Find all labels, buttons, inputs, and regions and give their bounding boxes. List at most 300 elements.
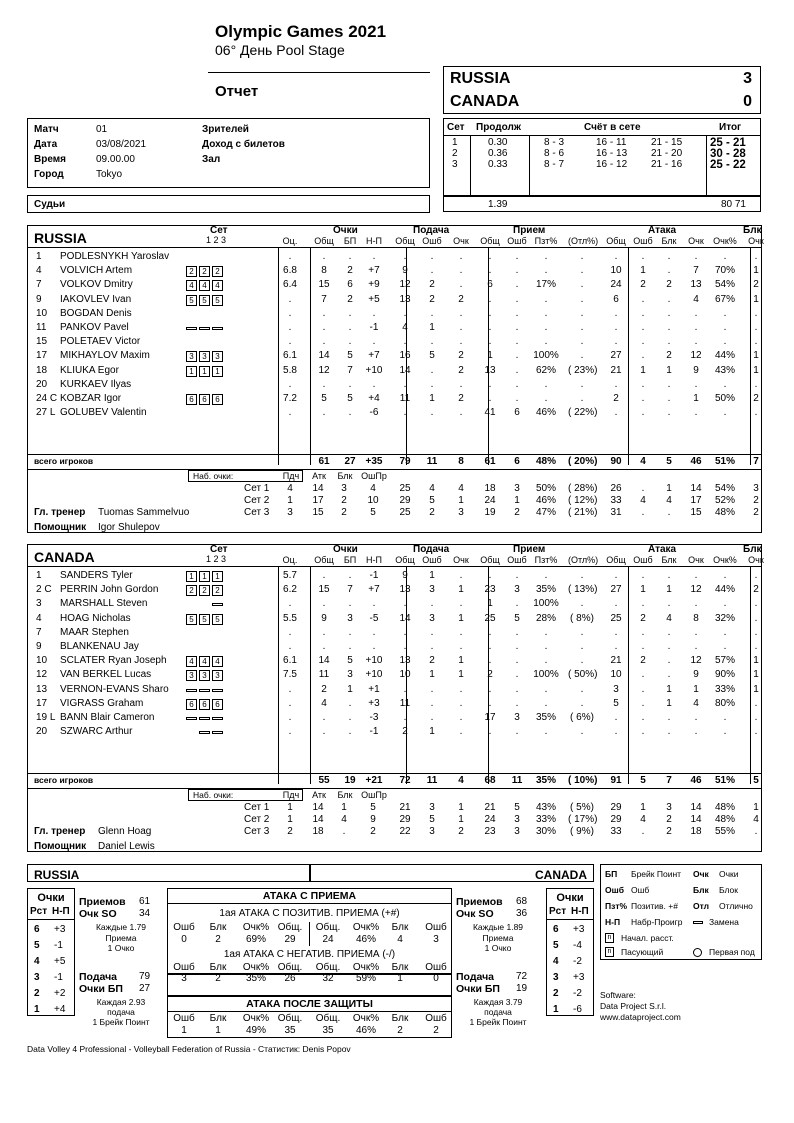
stat-cell: . xyxy=(459,598,463,610)
score-box xyxy=(443,66,761,114)
player-number: 1 xyxy=(36,251,42,262)
stat-cell: . xyxy=(515,641,519,652)
attack-stat-cell: 2 xyxy=(215,973,221,984)
stat-cell: . xyxy=(544,307,548,319)
stat-cell: . xyxy=(544,570,548,581)
attack-stat-cell: Очк% xyxy=(242,1013,270,1024)
legend xyxy=(600,864,762,960)
header-divider xyxy=(28,566,761,567)
stat-cell: . xyxy=(515,726,519,738)
stat-cell: 1 xyxy=(429,669,435,681)
stat-cell: 2 xyxy=(458,350,464,362)
set-col-header: Сет xyxy=(210,225,228,236)
breakpoints-label: Очки БП xyxy=(79,983,123,995)
stat-cell: . xyxy=(430,641,434,652)
player-set-rotations xyxy=(186,295,223,306)
stat-cell: . xyxy=(614,378,618,390)
set-row-label: Сет 1 xyxy=(244,483,270,494)
set-scores-table xyxy=(443,118,761,196)
receive-ratio-result: 1 Очко xyxy=(107,943,135,953)
attack-stat-cell: Ошб xyxy=(173,922,195,933)
stat-cell: 6.1 xyxy=(283,655,297,667)
stat-cell: . xyxy=(322,378,326,390)
player-number: 20 xyxy=(36,726,48,738)
player-name: POLETAEV Victor xyxy=(60,336,141,348)
rotation-value: +5 xyxy=(54,956,66,967)
stat-cell: . xyxy=(515,364,519,376)
set-stat-cell: ( 28%) xyxy=(568,483,598,494)
stat-cell: . xyxy=(641,393,645,404)
stat-cell: . xyxy=(544,378,548,390)
stat-cell: 1 xyxy=(753,293,759,305)
serve-label: Подача xyxy=(79,971,118,983)
stat-cell: . xyxy=(667,251,671,262)
stat-cell: . xyxy=(459,570,463,581)
stat-cell: 7.2 xyxy=(283,393,297,404)
set-stat-cell: 9 xyxy=(370,814,376,825)
page-title: Olympic Games 2021 xyxy=(215,22,387,41)
stat-cell: . xyxy=(723,251,727,262)
set-stat-cell: 46% xyxy=(535,495,556,506)
team-total-cell: 61 xyxy=(318,456,330,467)
rotation-number: 3 xyxy=(34,972,40,983)
stat-cell: . xyxy=(459,251,463,262)
stat-cell: . xyxy=(723,570,727,581)
col-header-err: Ошб xyxy=(633,236,653,246)
match-label: Матч xyxy=(34,124,59,135)
summary-team2: CANADA xyxy=(310,864,594,882)
attack-positive-title: 1ая АТАКА С ПОЗИТИВ. ПРИЕМА (+#) xyxy=(219,908,400,919)
player-name: KLIUKA Egor xyxy=(60,364,119,376)
team-total-cell: 46 xyxy=(690,775,702,786)
block-header: Блк xyxy=(743,544,762,555)
receive-ratio-result: 1 Очко xyxy=(484,943,512,953)
set-stat-cell: ( 21%) xyxy=(568,507,598,518)
stat-cell: . xyxy=(348,712,352,723)
attack-stat-cell: Ошб xyxy=(425,1013,447,1024)
set-stat-cell: 29 xyxy=(399,814,411,825)
rotation-box: 2 xyxy=(199,585,210,596)
rotation-box: 2 xyxy=(186,585,197,596)
stat-cell: . xyxy=(754,336,758,348)
stat-cell: 3 xyxy=(613,683,619,695)
stat-cell: . xyxy=(723,336,727,348)
stat-cell: 2 xyxy=(753,279,759,291)
rotation-box xyxy=(186,689,197,692)
set-stat-cell: 43% xyxy=(535,802,556,813)
stat-cell: 1 xyxy=(693,393,699,404)
set-duration: 0.33 xyxy=(488,159,508,170)
serve-ratio-unit: подача xyxy=(484,1007,512,1017)
attack-stat-cell: 46% xyxy=(355,934,376,945)
set-number: 3 xyxy=(452,159,458,170)
rotation-box xyxy=(212,731,223,734)
set-stat-cell: 3 xyxy=(514,826,520,837)
team-total-cell: +35 xyxy=(365,456,383,467)
team1-name: RUSSIA xyxy=(450,70,511,87)
set-stat-cell: 2 xyxy=(429,507,435,518)
team2-name: CANADA xyxy=(450,93,520,110)
attack-stat-cell: 46% xyxy=(355,1025,376,1036)
set-stat-cell: 1 xyxy=(287,802,293,813)
serve-ratio-unit: подача xyxy=(107,1007,135,1017)
serve-ratio-result: 1 Брейк Поинт xyxy=(92,1017,150,1027)
set-stat-cell: 24 xyxy=(484,814,496,825)
stat-cell: . xyxy=(322,598,326,610)
set-final: 25 - 21 xyxy=(710,137,746,149)
stat-cell: . xyxy=(372,598,376,610)
stat-cell: . xyxy=(667,626,671,638)
team-total-cell: 6 xyxy=(514,456,520,467)
attack-stat-cell: Общ. xyxy=(315,922,341,933)
player-number: 18 xyxy=(36,364,48,376)
attack-stat-cell: 2 xyxy=(215,934,221,945)
col-header-err: Ошб xyxy=(422,555,442,565)
stat-cell: +7 xyxy=(368,265,380,277)
col-header-pct: Очк% xyxy=(713,555,737,565)
rotation-value: -4 xyxy=(573,940,582,951)
rotation-number: 3 xyxy=(553,972,559,983)
stat-cell: . xyxy=(667,336,671,348)
rotation-value: -1 xyxy=(54,940,63,951)
total-col-header: Итог xyxy=(719,122,742,133)
player-number: 10 xyxy=(36,655,48,667)
stat-cell: . xyxy=(488,378,492,390)
rotation-box: 3 xyxy=(212,351,223,362)
rotation-number: 1 xyxy=(34,1004,40,1015)
stat-cell: . xyxy=(614,641,618,652)
stat-cell: . xyxy=(515,378,519,390)
stat-cell: ( 50%) xyxy=(568,669,598,681)
stat-cell: 10 xyxy=(399,669,411,681)
team-total-cell: 68 xyxy=(484,775,496,786)
divider xyxy=(706,135,707,196)
stat-cell: 13 xyxy=(484,364,496,376)
stat-cell: . xyxy=(403,407,407,419)
stat-cell: 12 xyxy=(690,350,702,362)
stat-cell: . xyxy=(694,407,698,419)
player-set-rotations xyxy=(186,394,223,405)
stat-cell: . xyxy=(754,407,758,419)
stat-cell: . xyxy=(288,626,292,638)
team-total-cell: 4 xyxy=(640,456,646,467)
stat-cell: 8 xyxy=(321,265,327,277)
stat-cell: . xyxy=(322,322,326,333)
set-stat-cell: 18 xyxy=(690,826,702,837)
rotation-box xyxy=(199,327,210,330)
stat-cell: 9 xyxy=(321,612,327,624)
attack-stat-cell: 35 xyxy=(322,1025,334,1036)
stat-cell: 2 xyxy=(640,655,646,667)
rotation-number: 4 xyxy=(553,956,559,967)
stat-cell: . xyxy=(667,407,671,419)
attack-stat-cell: Блк xyxy=(209,1013,227,1024)
player-name: BOGDAN Denis xyxy=(60,307,132,319)
set-stat-cell: 1 xyxy=(666,483,672,494)
stat-cell: . xyxy=(580,655,584,667)
stat-cell: . xyxy=(641,407,645,419)
set-score-8: 8 - 6 xyxy=(544,148,565,159)
stat-cell: +4 xyxy=(368,393,380,404)
rotation-value: +3 xyxy=(573,924,585,935)
col-header-tot: Общ xyxy=(314,555,334,565)
set-stat-cell: 5 xyxy=(429,495,435,506)
rotation-box xyxy=(212,327,223,330)
stat-cell: . xyxy=(403,251,407,262)
set-stat-cell: 5 xyxy=(429,814,435,825)
stat-cell: 62% xyxy=(535,364,556,376)
stat-cell: 5 xyxy=(347,350,353,362)
set-score-16: 16 - 13 xyxy=(596,148,628,159)
legend-key: Очк xyxy=(693,869,709,879)
stat-cell: 1 xyxy=(666,364,672,376)
stat-cell: . xyxy=(580,683,584,695)
set-stat-cell: 24 xyxy=(484,495,496,506)
col-header-opr: ОшПр xyxy=(361,790,387,800)
rotation-box: 3 xyxy=(186,670,197,681)
stat-cell: . xyxy=(348,322,352,333)
player-set-rotations xyxy=(186,571,223,582)
rotation-box: 6 xyxy=(199,699,210,710)
stat-cell: . xyxy=(430,307,434,319)
stat-cell: . xyxy=(515,683,519,695)
rotation-box: 4 xyxy=(212,656,223,667)
rotation-box: 4 xyxy=(199,280,210,291)
attack-stat-cell: Очк% xyxy=(352,1013,380,1024)
stat-cell: +5 xyxy=(368,293,380,305)
attack-stat-cell: 3 xyxy=(433,934,439,945)
stat-cell: 100% xyxy=(533,350,559,362)
stat-cell: 2 xyxy=(613,393,619,404)
team-total-cell: 46 xyxy=(690,456,702,467)
player-number: 4 xyxy=(36,265,42,277)
attack-stat-cell: Общ. xyxy=(315,962,341,973)
stat-cell: . xyxy=(694,307,698,319)
col-header-bp: БП xyxy=(343,236,357,246)
stat-cell: . xyxy=(403,307,407,319)
stat-cell: . xyxy=(488,307,492,319)
divider xyxy=(309,922,310,946)
set-stat-cell: 48% xyxy=(714,802,735,813)
stat-cell: 11 xyxy=(399,697,411,709)
col-header-tot: Общ xyxy=(314,236,334,246)
rotation-value: -6 xyxy=(573,1004,582,1015)
stat-cell: 2 xyxy=(753,584,759,596)
stat-cell: . xyxy=(614,570,618,581)
stat-cell: . xyxy=(641,293,645,305)
stat-cell: . xyxy=(667,322,671,333)
attack-stat-cell: Очк% xyxy=(352,922,380,933)
legend-value: Брейк Поинт xyxy=(631,869,682,879)
stat-cell: . xyxy=(641,669,645,681)
set-stat-cell: 4 xyxy=(666,495,672,506)
stat-cell: . xyxy=(754,612,758,624)
stat-cell: . xyxy=(580,336,584,348)
stat-cell: . xyxy=(641,712,645,723)
team-total-cell: 7 xyxy=(666,775,672,786)
rotation-box: 6 xyxy=(199,394,210,405)
col-header-tot: Общ xyxy=(606,236,626,246)
hall-label: Зал xyxy=(202,154,221,165)
stat-cell: . xyxy=(288,726,292,738)
set-number: 1 xyxy=(452,137,458,148)
team-total-cell: 35% xyxy=(535,775,556,786)
software-info xyxy=(600,990,681,1023)
stat-cell: 2 xyxy=(640,279,646,291)
breakpoints-value: 19 xyxy=(516,983,528,994)
stat-cell: . xyxy=(430,336,434,348)
set-stat-cell: 19 xyxy=(484,507,496,518)
player-number: 3 xyxy=(36,598,42,610)
divider xyxy=(470,135,471,196)
player-set-rotations xyxy=(186,351,223,362)
attack-stat-cell: 2 xyxy=(397,1025,403,1036)
stat-cell: 13 xyxy=(690,279,702,291)
stat-cell: 41 xyxy=(484,407,496,419)
col-header-tot: Общ xyxy=(480,555,500,565)
block-header: Блк xyxy=(743,225,762,236)
set-stat-cell: 1 xyxy=(287,495,293,506)
stat-cell: . xyxy=(288,641,292,652)
player-number: 1 xyxy=(36,570,42,581)
date-value: 03/08/2021 xyxy=(96,139,147,150)
set-score-21: 21 - 20 xyxy=(651,148,683,159)
sideout-label: Очк SO xyxy=(79,908,117,920)
stat-cell: . xyxy=(544,641,548,652)
stat-cell: 13 xyxy=(399,584,411,596)
team-total-cell: 11 xyxy=(511,775,523,786)
team2-sets: 0 xyxy=(743,93,752,110)
sideout-label: Очк SO xyxy=(456,908,494,920)
set-stat-cell: 55% xyxy=(714,826,735,837)
stat-cell: . xyxy=(459,265,463,277)
substitution-icon xyxy=(693,921,703,924)
stat-cell: 1 xyxy=(666,697,672,709)
stat-cell: . xyxy=(322,336,326,348)
stat-cell: . xyxy=(667,726,671,738)
stat-cell: . xyxy=(288,293,292,305)
stat-cell: 2 xyxy=(347,293,353,305)
rotation-box xyxy=(27,888,75,1016)
stat-cell: 54% xyxy=(714,279,735,291)
stat-cell: . xyxy=(580,726,584,738)
stat-cell: . xyxy=(580,307,584,319)
lineup-icon: n xyxy=(605,933,614,943)
set-totals xyxy=(443,196,761,212)
stat-cell: . xyxy=(754,570,758,581)
stat-cell: . xyxy=(641,350,645,362)
player-name: PANKOV Pavel xyxy=(60,322,129,333)
receive-ratio-unit: Приема xyxy=(105,933,137,943)
set-stat-cell: 48% xyxy=(714,814,735,825)
attack-stat-cell: Очк% xyxy=(242,922,270,933)
player-name: VOLVICH Artem xyxy=(60,265,133,277)
rotation-header: Рст xyxy=(549,906,567,917)
stat-cell: . xyxy=(544,697,548,709)
set-stat-cell: 10 xyxy=(367,495,379,506)
set-stat-cell: 2 xyxy=(370,826,376,837)
attack-stat-cell: 1 xyxy=(181,1025,187,1036)
stat-cell: . xyxy=(322,251,326,262)
stat-cell: . xyxy=(322,626,326,638)
divider xyxy=(208,72,430,73)
legend-value: Позитив. +# xyxy=(631,901,678,911)
stat-cell: 4 xyxy=(693,293,699,305)
rotation-box xyxy=(186,717,197,720)
stat-cell: . xyxy=(667,655,671,667)
set-stat-cell: 4 xyxy=(341,814,347,825)
set-duration: 0.36 xyxy=(488,148,508,159)
rotation-box: 3 xyxy=(212,670,223,681)
rotation-number: 1 xyxy=(553,1004,559,1015)
rotation-box: 2 xyxy=(212,266,223,277)
stat-cell: . xyxy=(488,393,492,404)
divider xyxy=(28,469,761,470)
col-header-pdch: Пдч xyxy=(282,790,300,800)
set-stat-cell: 4 xyxy=(753,814,759,825)
stat-cell: 2 xyxy=(458,293,464,305)
stat-cell: -1 xyxy=(369,322,379,333)
player-name: VIGRASS Graham xyxy=(60,697,144,709)
attack-stat-cell: 59% xyxy=(355,973,376,984)
stat-cell: . xyxy=(430,265,434,277)
stat-cell: 7.5 xyxy=(283,669,297,681)
stat-cell: . xyxy=(641,626,645,638)
set-stat-cell: . xyxy=(754,826,758,837)
stat-cell: . xyxy=(348,251,352,262)
player-number: 9 xyxy=(36,641,42,652)
receive-header: Прием xyxy=(513,544,546,555)
player-number: 7 xyxy=(36,279,42,291)
np-header: Н-П xyxy=(52,906,70,917)
set-stat-cell: 26 xyxy=(610,483,622,494)
stat-cell: -1 xyxy=(369,570,379,581)
coach-name: Glenn Hoag xyxy=(98,826,152,837)
stat-cell: 3 xyxy=(347,612,353,624)
coach-label: Гл. тренер xyxy=(34,826,86,837)
stat-cell: 14 xyxy=(318,655,330,667)
stat-cell: . xyxy=(667,641,671,652)
legend-value: Набр-Проигр xyxy=(631,917,683,927)
player-name: BLANKENAU Jay xyxy=(60,641,139,652)
set-stat-cell: 47% xyxy=(535,507,556,518)
stat-cell: . xyxy=(372,641,376,652)
stat-cell: . xyxy=(488,293,492,305)
set-stat-cell: 52% xyxy=(714,495,735,506)
stat-cell: 1 xyxy=(753,350,759,362)
stat-cell: . xyxy=(754,697,758,709)
stat-cell: . xyxy=(430,378,434,390)
stat-cell: 23 xyxy=(484,584,496,596)
stat-cell: 5 xyxy=(347,655,353,667)
stat-cell: . xyxy=(430,364,434,376)
team-total-cell: 7 xyxy=(753,456,759,467)
set-duration: 0.30 xyxy=(488,137,508,148)
stat-cell: . xyxy=(580,251,584,262)
rotation-value: +3 xyxy=(573,972,585,983)
set-stat-cell: 31 xyxy=(610,507,622,518)
stat-cell: . xyxy=(641,570,645,581)
stat-cell: . xyxy=(641,697,645,709)
stat-cell: 5 xyxy=(321,393,327,404)
rotation-box: 2 xyxy=(186,266,197,277)
stat-cell: . xyxy=(614,407,618,419)
set-stat-cell: 18 xyxy=(312,826,324,837)
points-header: Очки xyxy=(333,544,358,555)
set-stat-cell: 2 xyxy=(753,507,759,518)
rotation-box: 4 xyxy=(212,280,223,291)
set-stat-cell: . xyxy=(667,507,671,518)
